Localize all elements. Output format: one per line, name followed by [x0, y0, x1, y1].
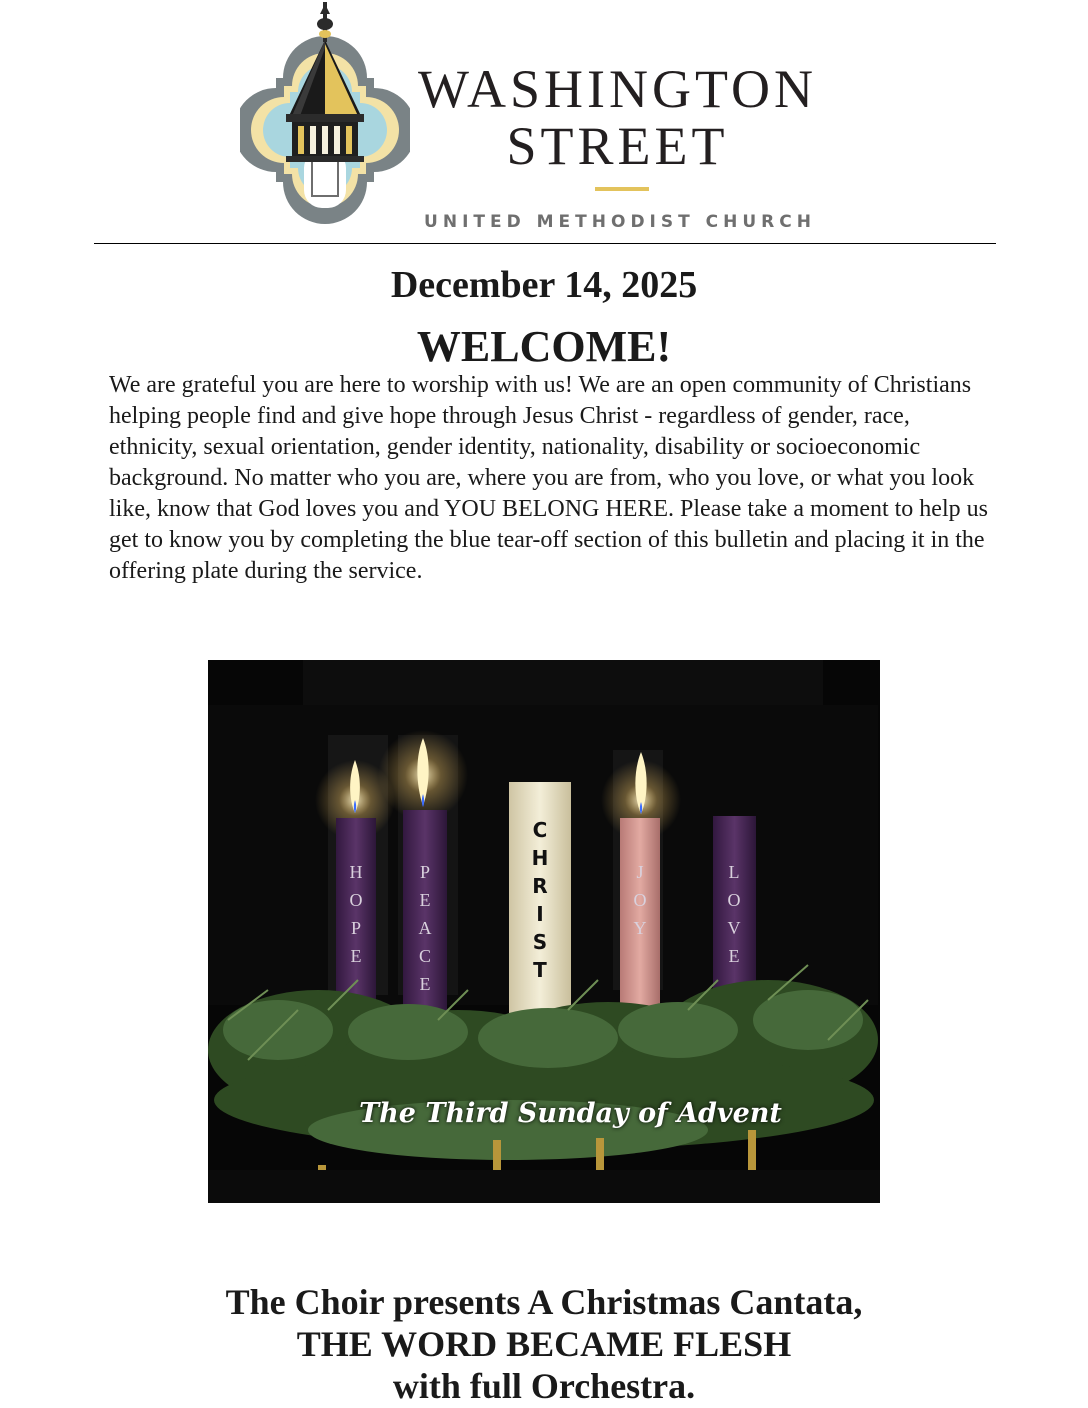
logo-accent-rule [595, 187, 649, 191]
candle-hope-label: H O P E [349, 862, 363, 966]
church-logo [240, 0, 860, 236]
cantata-announcement [0, 1281, 1088, 1407]
logo-title-line1: WASHINGTON [418, 59, 817, 119]
header-divider [94, 243, 996, 244]
candle-christ-label: C H R I S T [531, 818, 549, 982]
announcement-line3: with full Orchestra. [392, 1366, 696, 1406]
candle-peace-label: P E A C E [418, 862, 432, 994]
candle-joy-label: J O Y [633, 862, 647, 938]
candle-love-label: L O V E [727, 862, 741, 966]
advent-wreath-photo [208, 660, 880, 1203]
welcome-heading: WELCOME! [416, 322, 672, 371]
bulletin-date: December 14, 2025 [390, 264, 698, 306]
photo-caption: The Third Sunday of Advent [359, 1098, 782, 1129]
welcome-text: We are grateful you are here to worship with us! We are an open community of Christians helping people find and give hope through Jesus Christ - regardless of gender, race, ethnicity, sexual orientation, gender identity, nationality, disability or socioeconomic background. No matter who you are, where you are from, who you love, or what you look like, know that God loves you and YOU BELONG HERE. Please take a moment to help us get to know you by completing the blue tear-off section of this bulletin and placing it in the offering plate during the service. [109, 372, 988, 584]
announcement-line2: THE WORD BECAME FLESH [296, 1324, 792, 1364]
steeple-quatrefoil-icon [240, 0, 410, 236]
announcement-line1: The Choir presents A Christmas Cantata, [225, 1282, 863, 1322]
logo-title-line2: STREET [506, 116, 729, 176]
logo-subtitle: UNITED METHODIST CHURCH [424, 212, 816, 232]
